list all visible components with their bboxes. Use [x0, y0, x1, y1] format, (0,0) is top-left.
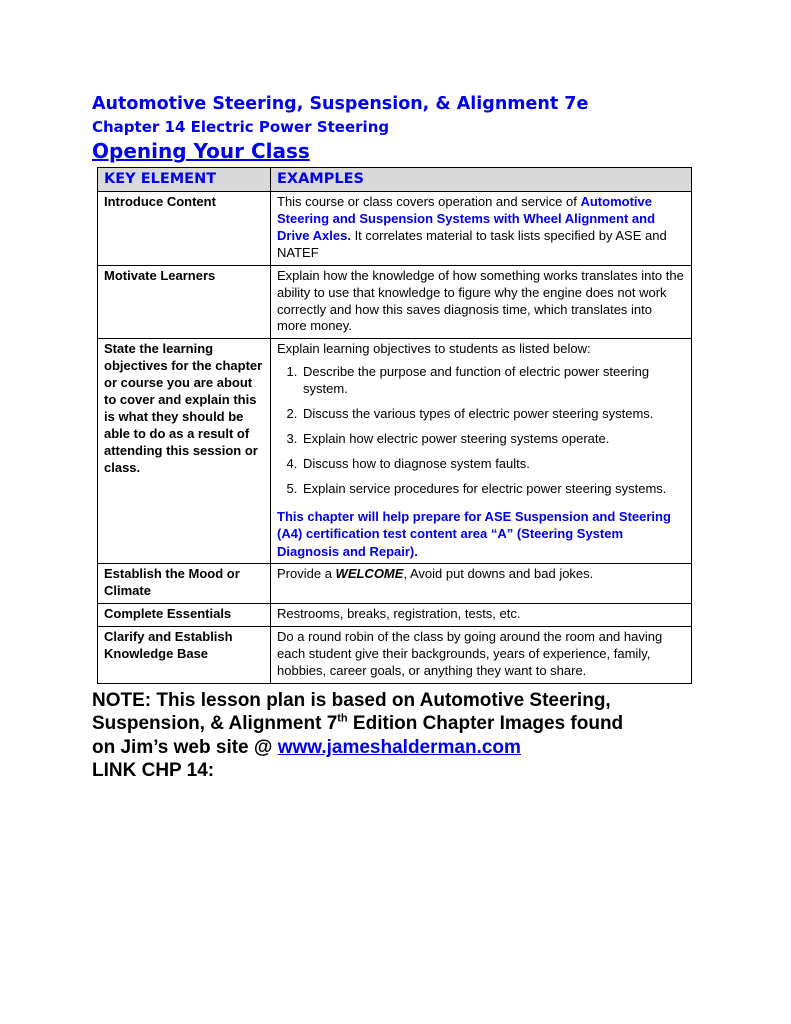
- footer-note: [92, 689, 707, 783]
- note-line-2: [92, 712, 707, 736]
- table-header-row: [98, 168, 692, 192]
- intro-highlight-text: Automotive Steering and Suspension Systems with Wheel Alignment and Drive Axles.: [277, 194, 656, 243]
- note-line-3: [92, 736, 707, 760]
- key-clarify-knowledge: Clarify and Establish Knowledge Base: [98, 626, 271, 683]
- chapter-title: Chapter 14 Electric Power Steering: [92, 117, 390, 136]
- examples-establish-mood: [271, 564, 692, 604]
- edition-superscript: th: [337, 712, 348, 725]
- key-establish-mood: Establish the Mood or Climate: [98, 564, 271, 604]
- intro-text-after: It correlates material to task lists specified by ASE and NATEF: [277, 228, 667, 260]
- document-content: [92, 94, 707, 783]
- examples-learning-objectives: [271, 339, 692, 564]
- note-line-1: NOTE: This lesson plan is based on Automotive Steering,: [92, 689, 611, 711]
- column-header-key-element: KEY ELEMENT: [98, 168, 271, 192]
- note-line-2-text: Suspension, & Alignment 7: [92, 713, 338, 735]
- key-introduce-content: Introduce Content: [98, 192, 271, 266]
- table-row-complete-essentials: [98, 604, 692, 627]
- examples-complete-essentials: Restrooms, breaks, registration, tests, etc.: [271, 604, 692, 627]
- objective-item-4: 4. Discuss how to diagnose system faults.: [301, 456, 685, 473]
- note-line-3-text: on Jim’s web site @: [92, 736, 278, 758]
- table-row-motivate-learners: [98, 265, 692, 339]
- objective-item-3: 3. Explain how electric power steering systems operate.: [301, 431, 685, 448]
- welcome-emphasis: WELCOME: [335, 566, 404, 582]
- table-row-introduce-content: [98, 192, 692, 266]
- ase-certification-note: This chapter will help prepare for ASE Suspension and Steering (A4) certification test content area “A” (Steering System Diagnosis and Repair).: [277, 508, 671, 559]
- examples-introduce-content: [271, 192, 692, 266]
- document-title: Automotive Steering, Suspension, & Alignment 7e: [92, 94, 589, 114]
- key-complete-essentials: Complete Essentials: [98, 604, 271, 627]
- lesson-plan-table: [97, 167, 692, 683]
- key-learning-objectives: State the learning objectives for the chapter or course you are about to cover and explain this is what they should be able to do as a result of attending this session or class.: [98, 339, 271, 564]
- objectives-intro: Explain learning objectives to students as listed below:: [277, 341, 591, 357]
- objective-item-2: 2. Discuss the various types of electric power steering systems.: [301, 406, 685, 423]
- intro-text-before: This course or class covers operation and service of: [277, 194, 581, 210]
- column-header-examples: EXAMPLES: [271, 168, 692, 192]
- mood-text-after: , Avoid put downs and bad jokes.: [403, 566, 594, 582]
- key-motivate-learners: Motivate Learners: [98, 265, 271, 339]
- table-row-learning-objectives: [98, 339, 692, 564]
- table-row-clarify-knowledge: [98, 626, 692, 683]
- objective-item-1: 1. Describe the purpose and function of electric power steering system.: [301, 364, 685, 398]
- objectives-list: [277, 364, 685, 497]
- section-heading: Opening Your Class: [92, 139, 310, 164]
- jameshalderman-link[interactable]: www.jameshalderman.com: [277, 736, 521, 758]
- objective-item-5: 5. Explain service procedures for electric power steering systems.: [301, 481, 685, 498]
- note-line-2-tail: Edition Chapter Images found: [347, 713, 624, 735]
- mood-text-before: Provide a: [277, 566, 336, 582]
- table-row-establish-mood: [98, 564, 692, 604]
- examples-motivate-learners: Explain how the knowledge of how something works translates into the ability to use that knowledge to figure why the engine does not work correctly and how this saves diagnosis time, which translates into more money.: [271, 265, 692, 339]
- note-line-4-link-chp: LINK CHP 14:: [92, 760, 215, 782]
- examples-clarify-knowledge: Do a round robin of the class by going around the room and having each student give their backgrounds, years of experience, family, hobbies, career goals, or anything they want to share.: [271, 626, 692, 683]
